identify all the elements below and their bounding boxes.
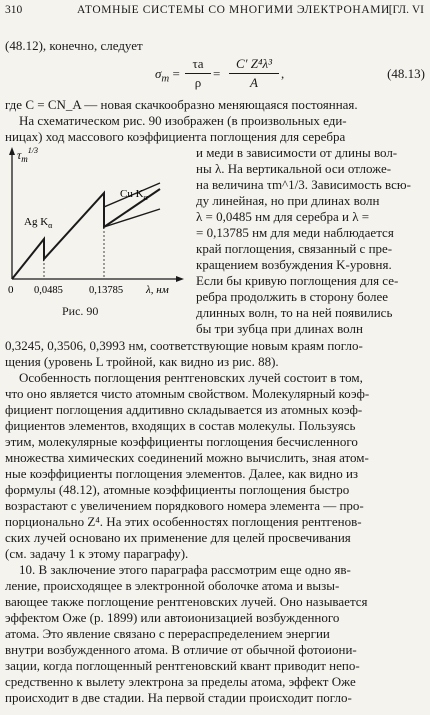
text-line: возрастают с увеличением порядкового номера элемента — про- [5, 498, 364, 513]
text-line: эффектом Оже (р. 1899) или автоионизацией возбужденного [5, 610, 340, 625]
x-axis-label: λ, нм [146, 284, 169, 296]
running-header [5, 4, 424, 20]
text-line: фициент поглощения аддитивно складывается из атомных коэф- [5, 402, 363, 417]
y-axis-label: $\tau_m^{1/3}$ [17, 146, 39, 164]
running-title: АТОМНЫЕ СИСТЕМЫ СО МНОГИМИ ЭЛЕКТРОНАМИ [77, 4, 390, 16]
text-line: этим, молекулярные коэффициенты поглощения бесчисленного [5, 434, 358, 449]
tick-label-ag: 0,0485 [34, 285, 63, 296]
equation-lhs: $\sigma_m$ = [155, 66, 180, 85]
text-line: Если бы кривую поглощения для се- [196, 273, 399, 288]
text-line: ные коэффициенты поглощения элементов. Далее, как видно из [5, 466, 359, 481]
figure-caption: Рис. 90 [62, 304, 99, 318]
text-line: щения (уровень L тройной, как видно из рис. 88). [5, 354, 279, 369]
cu-curve-label: Cu $K_\alpha$ [120, 188, 148, 202]
ag-curve-label: Ag $K_\alpha$ [24, 216, 53, 230]
text-line: Особенность поглощения рентгеновских лучей состоит в том, [19, 370, 363, 385]
text-line: ских лучей основано их применение для целей просвечивания [5, 530, 351, 545]
text-line: 10. В заключение этого параграфа рассмотрим еще одно яв- [19, 562, 351, 577]
silver-curve [12, 189, 160, 279]
text-line: ницах) ход массового коэффициента поглощения для серебра [5, 129, 346, 144]
text-line: множества химических соединений можно вычислить, зная атом- [5, 450, 369, 465]
text-line: на величина τm^1/3. Зависимость всю- [196, 177, 411, 192]
text-line: зации, когда поглощенный рентгеновский квант приводит непо- [5, 658, 360, 673]
text-line: вающее также поглощение рентгеновских лучей. Оно называется [5, 594, 368, 609]
text-line: длинных волн, то на ней появились [196, 305, 393, 320]
text-line: и меди в зависимости от длины вол- [196, 145, 398, 160]
text-line: внутри возбужденного атома. В отличие от обычной фотоиони- [5, 642, 357, 657]
text-line: средственно к вылету электрона за пределы атома, эффект Оже [5, 674, 356, 689]
text-line: кращением возбуждения K-уровня. [196, 257, 392, 272]
text-line: край поглощения, связанный с пре- [196, 241, 393, 256]
text-line: ду линейная, но при длинах волн [196, 193, 380, 208]
text-line: происходит в две стадии. На первой стадии происходит погло- [5, 690, 352, 705]
y-axis-arrow-icon [9, 147, 15, 155]
text-line: фициентов элементов, входящих в состав молекулы. Пользуясь [5, 418, 356, 433]
equation-number: (48.13) [387, 66, 425, 81]
text-line: ны λ. На вертикальной оси отложе- [196, 161, 392, 176]
text-line: что оно является чисто атомным свойством. Молекулярный коэф- [5, 386, 370, 401]
text-line: λ = 0,0485 нм для серебра и λ = [196, 209, 370, 224]
text-line: формулы (48.12), атомные коэффициенты поглощения быстро [5, 482, 350, 497]
tick-label-origin: 0 [8, 284, 14, 296]
text-line: На схематическом рис. 90 изображен (в произвольных еди- [19, 113, 347, 128]
x-axis-arrow-icon [176, 276, 184, 282]
absorption-edge-plot [4, 143, 192, 303]
equation-fraction-1: $\frac{\tau a}{\rho}$ [185, 56, 211, 91]
text-line: 0,3245, 0,3506, 0,3993 нм, соответствующие новым краям погло- [5, 338, 363, 353]
chapter-mark: [ГЛ. VI [388, 4, 424, 16]
text-line: (см. задачу 1 к этому параграфу). [5, 546, 189, 561]
equation-fraction-2: $\frac{\text{C′ Z⁴λ³}}{A}$ [229, 56, 279, 91]
text-line: атома. Это явление связано с перераспределением энергии [5, 626, 330, 641]
text-line: = 0,13785 нм для меди наблюдается [196, 225, 394, 240]
tick-label-cu: 0,13785 [89, 285, 124, 296]
page-number: 310 [5, 4, 23, 16]
text-line: ребра продолжить в сторону более [196, 289, 389, 304]
text-line: бы три зубца при длинах волн [196, 321, 363, 336]
equation-48-13: $\sigma_m$ = $\frac{\tau a}{\rho}$ = $\frac{\text{C′ Z⁴λ³}}{A}$ , (48.13) [155, 56, 425, 90]
text-line: ление, происходящее в электронной оболочке атома и вызы- [5, 578, 340, 593]
copper-curve [104, 209, 160, 227]
text-line: где C = CN_A — новая скачкообразно меняющаяся постоянная. [5, 97, 358, 112]
text-line: (48.12), конечно, следует [5, 38, 143, 53]
text-line: порционально Z⁴. На этих особенностях поглощения рентгенов- [5, 514, 362, 529]
